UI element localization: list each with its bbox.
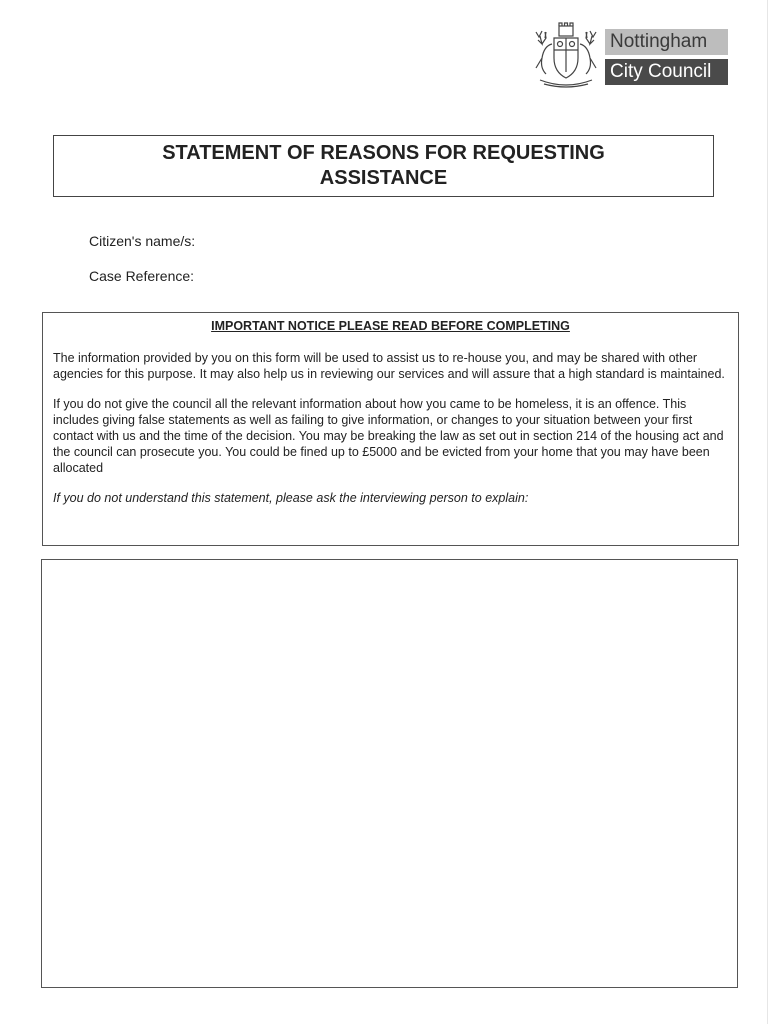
citizen-name-label: Citizen's name/s: xyxy=(89,233,196,249)
notice-paragraph-data-use: The information provided by you on this form will be used to assist us to re-house you, and may be shared with other agencies for this purpose. It may also help us in reviewing our services and will assure that a high standard is maintained. xyxy=(53,351,725,381)
statement-area[interactable] xyxy=(41,559,738,988)
case-reference-label: Case Reference: xyxy=(89,268,195,284)
council-logo xyxy=(532,22,732,88)
notice-paragraph-offence: If you do not give the council all the relevant information about how you came to be homeless, it is an offence. This includes giving false statements as well as failing to give information, or changes to your situation between your first contact with us and the time of the decision. You may be breaking the law as set out in section 214 of the housing act and the council can prosecute you. You could be fined up to £5000 and be evicted from your home that you may have been allocated xyxy=(53,397,724,475)
logo-text-nottingham: Nottingham xyxy=(605,29,728,55)
important-notice-box xyxy=(42,312,739,546)
form-title-box xyxy=(53,135,714,197)
form-title: STATEMENT OF REASONS FOR REQUESTING ASSISTANCE xyxy=(162,142,605,189)
notice-heading: IMPORTANT NOTICE PLEASE READ BEFORE COMPLETING xyxy=(211,319,570,333)
notice-explain-note: If you do not understand this statement, please ask the interviewing person to explain: xyxy=(53,491,529,505)
city-crest-icon xyxy=(532,22,600,88)
logo-text-city-council: City Council xyxy=(605,59,728,85)
